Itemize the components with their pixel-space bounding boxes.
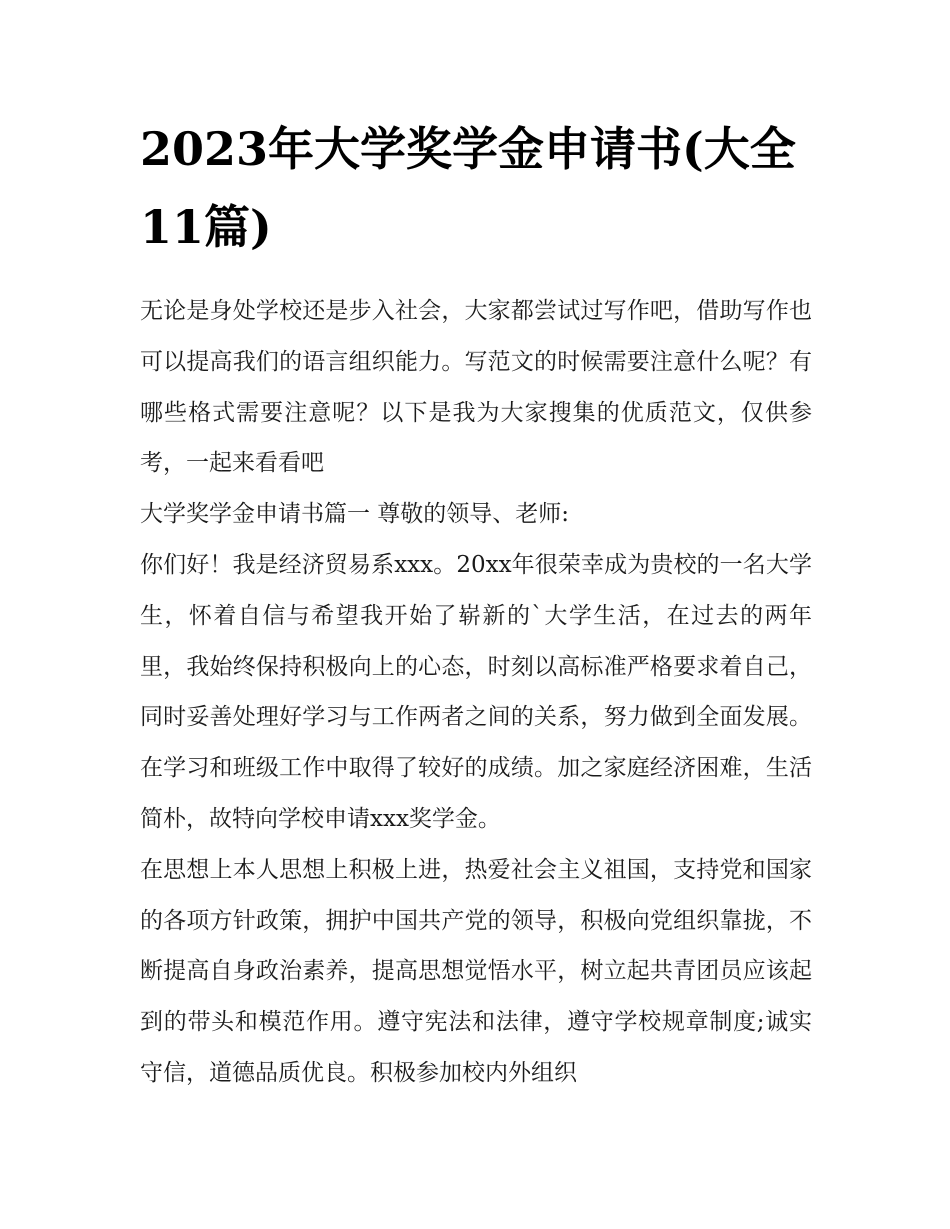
paragraph-greeting: 你们好！我是经济贸易系xxx。20xx年很荣幸成为贵校的一名大学生，怀着自信与希望我开始了崭新的`大学生活，在过去的两年里，我始终保持积极向上的心态，时刻以高标准严格要求着自己，同时妥善处理好学习与工作两者之间的关系，努力做到全面发展。在学习和班级工作中取得了较好的成绩。加之家庭经济困难，生活简朴，故特向学校申请xxx奖学金。 [140,551,812,832]
paragraph-intro: 无论是身处学校还是步入社会，大家都尝试过写作吧，借助写作也可以提高我们的语言组织能力。写范文的时候需要注意什么呢？有哪些格式需要注意呢？以下是我为大家搜集的优质范文，仅供参考，一起来看看吧 [140,298,812,477]
document-title: 2023年大学奖学金申请书(大全11篇) [140,122,796,254]
paragraph-ideology: 在思想上本人思想上积极上进，热爱社会主义祖国，支持党和国家的各项方针政策，拥护中国共产党的领导，积极向党组织靠拢，不断提高自身政治素养，提高思想觉悟水平，树立起共青团员应该起到的带头和模范作用。遵守宪法和法律，遵守学校规章制度;诚实守信，道德品质优良。积极参加校内外组织 [140,856,812,1086]
paragraph-heading: 大学奖学金申请书篇一 尊敬的领导、老师: [140,501,570,528]
document-body [140,286,812,1099]
